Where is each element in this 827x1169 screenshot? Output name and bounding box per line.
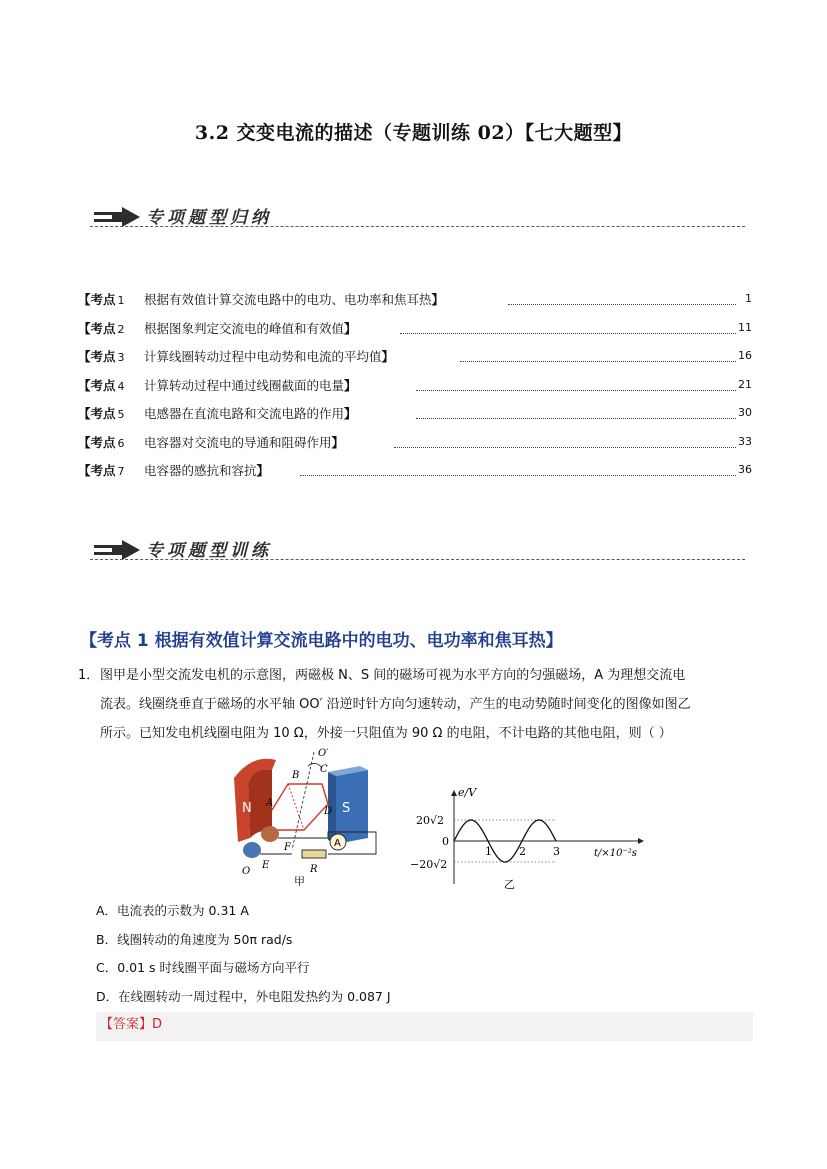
toc-tag: 【考点 7 — [78, 463, 125, 478]
e-label: E — [262, 860, 270, 871]
training-banner-text: 专项题型训练 — [146, 541, 272, 561]
n-label: N — [242, 801, 252, 816]
toc-tag: 【考点 3 — [78, 349, 125, 364]
answer-box — [96, 1012, 753, 1041]
toc-tag: 【考点 2 — [78, 320, 125, 336]
toc-entry[interactable] — [78, 431, 752, 460]
y-tick-label: 0 — [442, 835, 449, 848]
toc-entry[interactable] — [78, 459, 752, 488]
answer-label: 【答案】 — [100, 1017, 153, 1032]
o-label: O — [242, 866, 251, 877]
option-d[interactable]: D．在线圈转动一周过程中，外电阻发热约为 0.087 J — [96, 988, 391, 1004]
ammeter-label: A — [334, 838, 341, 849]
toc-text: 计算线圈转动过程中电动势和电流的平均值】 — [144, 349, 395, 364]
data-point — [470, 819, 471, 820]
table-of-contents — [78, 288, 752, 488]
toc-page-number: 30 — [738, 406, 752, 419]
toc-tag: 【考点 1 — [78, 292, 125, 307]
toc-leader — [416, 378, 736, 391]
toc-page-number: 33 — [738, 434, 752, 448]
toc-page-number: 36 — [738, 463, 752, 476]
toc-text: 电容器的感抗和容抗】 — [144, 463, 270, 478]
arrow-icon — [92, 206, 144, 228]
toc-entry[interactable] — [78, 317, 752, 346]
figure-caption: 乙 — [504, 878, 515, 891]
question-stem-line: 流表。线圈绕垂直于磁场的水平轴 OO′ 沿逆时针方向匀速转动，产生的电动势随时间变化的图像如图乙 — [100, 697, 691, 712]
document-title: 3.2 交变电流的描述（专题训练 02）【七大题型】 — [194, 122, 633, 144]
toc-leader — [508, 292, 736, 305]
y-tick-label: 20√2 — [416, 814, 445, 827]
figure-caption: 甲 — [294, 875, 305, 886]
summary-banner — [90, 198, 745, 238]
option-a[interactable]: A．电流表的示数为 0.31 A — [96, 903, 249, 918]
question-1 — [78, 661, 758, 748]
toc-leader — [300, 463, 736, 476]
a-label: A — [266, 798, 274, 809]
o-prime-label: O′ — [318, 748, 329, 759]
toc-text: 电容器对交流电的导通和阻碍作用】 — [144, 434, 345, 450]
toc-entry[interactable] — [78, 288, 752, 317]
toc-text: 根据有效值计算交流电路中的电功、电功率和焦耳热】 — [144, 292, 445, 307]
y-axis-label: e/V — [458, 786, 477, 799]
d-label: D — [324, 806, 333, 817]
question-stem-line: 图甲是小型交流发电机的示意图，两磁极 N、S 间的磁场可视为水平方向的匀强磁场，A 为理想交流电 — [100, 668, 686, 683]
coil — [272, 784, 328, 830]
slip-ring — [243, 842, 261, 858]
toc-leader — [394, 435, 736, 448]
toc-text: 计算转动过程中通过线圈截面的电量】 — [144, 377, 357, 393]
toc-text: 根据图象判定交流电的峰值和有效值】 — [144, 320, 357, 336]
option-c[interactable]: C．0.01 s 时线圈平面与磁场方向平行 — [96, 960, 310, 975]
toc-entry[interactable] — [78, 402, 752, 431]
toc-page-number: 11 — [738, 320, 752, 334]
summary-banner-text: 专项题型归纳 — [146, 208, 272, 228]
section-heading: 【考点 1 根据有效值计算交流电路中的电功、电功率和焦耳热】 — [80, 631, 563, 651]
toc-tag: 【考点 4 — [78, 377, 125, 393]
s-pole-magnet — [336, 770, 368, 844]
toc-tag: 【考点 5 — [78, 406, 125, 421]
y-tick-label: −20√2 — [410, 858, 448, 871]
training-banner — [90, 531, 745, 571]
data-point — [504, 861, 505, 862]
data-point — [521, 840, 522, 841]
toc-text: 电感器在直流电路和交流电路的作用】 — [144, 406, 357, 421]
toc-page-number: 1 — [745, 292, 752, 305]
options-list — [96, 897, 391, 1011]
arrow-icon — [92, 539, 144, 561]
data-point — [453, 840, 454, 841]
toc-tag: 【考点 6 — [78, 434, 125, 450]
toc-leader — [460, 349, 736, 362]
x-axis-label: t/×10⁻²s — [594, 848, 637, 859]
generator-diagram — [232, 746, 382, 886]
slip-ring — [261, 826, 279, 842]
emf-time-graph — [408, 782, 648, 892]
x-tick-label: 2 — [519, 845, 526, 858]
answer-value: D — [152, 1017, 163, 1032]
data-point — [538, 819, 539, 820]
b-label: B — [292, 770, 300, 781]
toc-leader — [400, 321, 736, 334]
toc-leader — [416, 406, 736, 419]
data-point — [555, 840, 556, 841]
option-b[interactable]: B．线圈转动的角速度为 50π rad/s — [96, 931, 293, 947]
rotation-axis — [292, 752, 314, 850]
toc-entry[interactable] — [78, 345, 752, 374]
x-tick-label: 3 — [553, 845, 560, 858]
banner-divider — [90, 559, 745, 560]
resistor — [302, 850, 326, 858]
c-label: C — [320, 764, 328, 775]
f-label: F — [284, 842, 291, 853]
r-label: R — [310, 864, 318, 875]
toc-page-number: 16 — [738, 349, 752, 362]
data-point — [487, 840, 488, 841]
s-label: S — [342, 801, 351, 816]
question-number: 1． — [78, 668, 100, 683]
toc-entry[interactable] — [78, 374, 752, 403]
banner-divider — [90, 226, 745, 227]
x-tick-label: 1 — [485, 845, 492, 858]
question-stem-line: 所示。已知发电机线圈电阻为 10 Ω，外接一只阻值为 90 Ω 的电阻，不计电路的其他电阻，则（ ） — [100, 726, 672, 741]
toc-page-number: 21 — [738, 377, 752, 391]
